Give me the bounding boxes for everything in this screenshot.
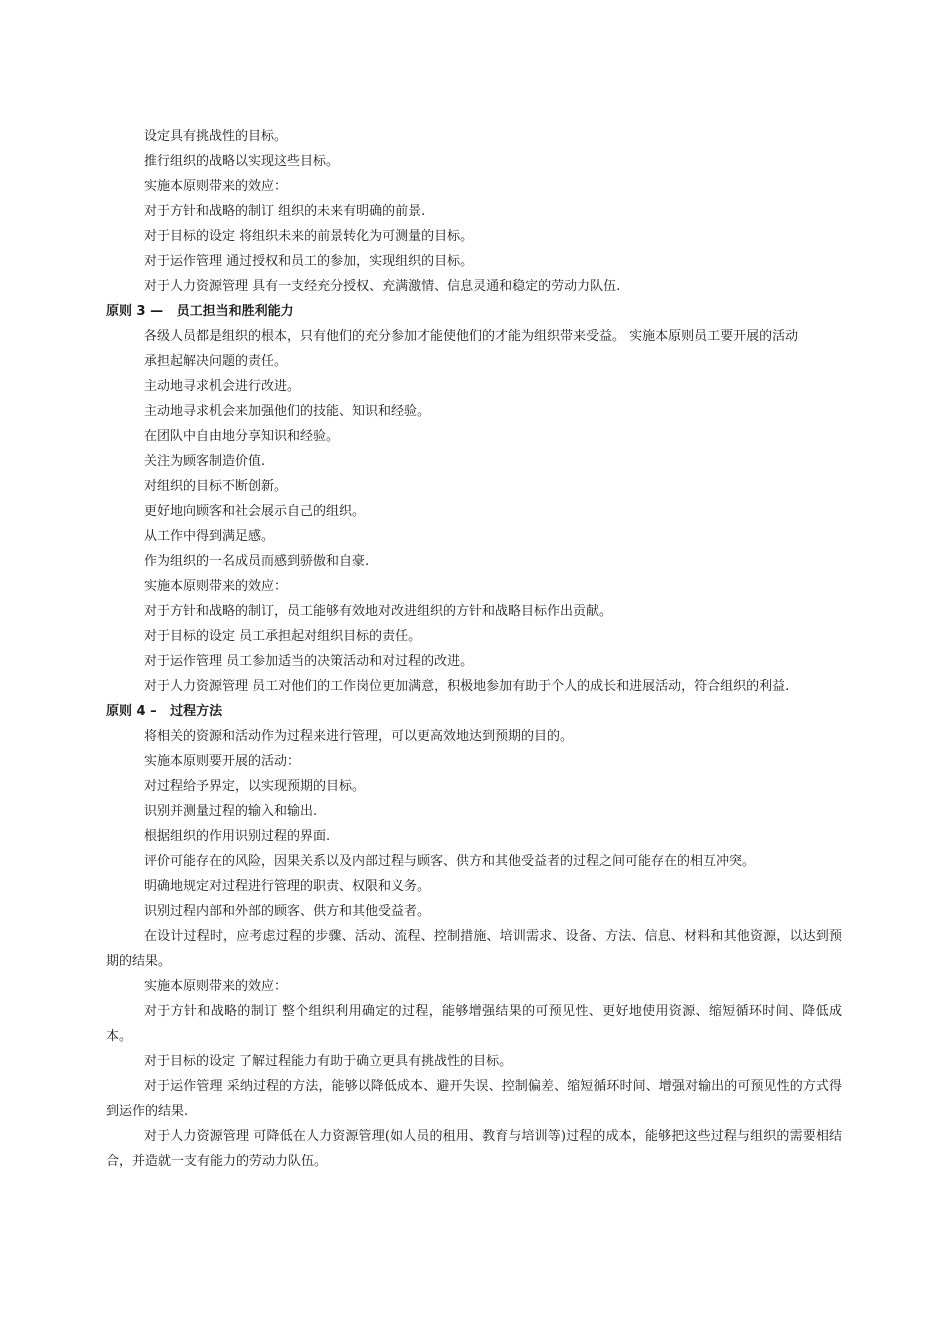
paragraph: 实施本原则要开展的活动： bbox=[144, 754, 301, 769]
section-heading-principle-4: 原则 4 – 过程方法 bbox=[106, 704, 223, 719]
paragraph: 对过程给予界定，以实现预期的目标。 bbox=[144, 779, 366, 794]
paragraph: 关注为顾客制造价值. bbox=[144, 454, 266, 469]
paragraph: 对于人力资源管理 员工对他们的工作岗位更加满意，积极地参加有助于个人的成长和进展活动，符合组织的利益. bbox=[144, 679, 790, 694]
document-page bbox=[106, 124, 842, 1174]
paragraph: 对于运作管理 通过授权和员工的参加，实现组织的目标。 bbox=[144, 254, 474, 269]
paragraph: 推行组织的战略以实现这些目标。 bbox=[144, 154, 340, 169]
paragraph: 识别过程内部和外部的顾客、供方和其他受益者。 bbox=[144, 904, 431, 919]
paragraph: 实施本原则带来的效应： bbox=[144, 979, 288, 994]
paragraph: 对于运作管理 员工参加适当的决策活动和对过程的改进。 bbox=[144, 654, 474, 669]
paragraph: 将相关的资源和活动作为过程来进行管理，可以更高效地达到预期的目的。 bbox=[144, 729, 574, 744]
paragraph: 主动地寻求机会进行改进。 bbox=[144, 379, 301, 394]
paragraph: 对于方针和战略的制订 组织的未来有明确的前景. bbox=[144, 204, 426, 219]
section-heading-principle-3: 原则 3 — 员工担当和胜利能力 bbox=[106, 304, 294, 319]
paragraph: 承担起解决问题的责任。 bbox=[144, 354, 288, 369]
paragraph: 设定具有挑战性的目标。 bbox=[144, 129, 288, 144]
paragraph: 主动地寻求机会来加强他们的技能、知识和经验。 bbox=[144, 404, 431, 419]
paragraph: 在团队中自由地分享知识和经验。 bbox=[144, 429, 340, 444]
paragraph: 识别并测量过程的输入和输出. bbox=[144, 804, 318, 819]
paragraph: 在设计过程时，应考虑过程的步骤、活动、流程、控制措施、培训需求、设备、方法、信息、材料和其他资源，以达到预期的结果。 bbox=[106, 929, 842, 969]
paragraph: 作为组织的一名成员而感到骄傲和自豪. bbox=[144, 554, 370, 569]
paragraph: 对于方针和战略的制订 整个组织利用确定的过程，能够增强结果的可预见性、更好地使用资源、缩短循环时间、降低成本。 bbox=[106, 1004, 842, 1044]
paragraph: 对于目标的设定 将组织未来的前景转化为可测量的目标。 bbox=[144, 229, 474, 244]
paragraph: 从工作中得到满足感。 bbox=[144, 529, 275, 544]
paragraph: 对组织的目标不断创新。 bbox=[144, 479, 288, 494]
paragraph: 实施本原则带来的效应： bbox=[144, 179, 288, 194]
paragraph: 对于目标的设定 员工承担起对组织目标的责任。 bbox=[144, 629, 422, 644]
paragraph: 对于方针和战略的制订，员工能够有效地对改进组织的方针和战略目标作出贡献。 bbox=[144, 604, 613, 619]
paragraph: 对于运作管理 采纳过程的方法，能够以降低成本、避开失误、控制偏差、缩短循环时间、增强对输出的可预见性的方式得到运作的结果. bbox=[106, 1079, 842, 1119]
paragraph: 各级人员都是组织的根本，只有他们的充分参加才能使他们的才能为组织带来受益。 实施本原则员工要开展的活动 bbox=[144, 329, 799, 344]
paragraph: 实施本原则带来的效应： bbox=[144, 579, 288, 594]
paragraph: 对于目标的设定 了解过程能力有助于确立更具有挑战性的目标。 bbox=[144, 1054, 513, 1069]
paragraph: 对于人力资源管理 具有一支经充分授权、充满激情、信息灵通和稳定的劳动力队伍. bbox=[144, 279, 621, 294]
paragraph: 对于人力资源管理 可降低在人力资源管理(如人员的租用、教育与培训等)过程的成本，能够把这些过程与组织的需要相结合，并造就一支有能力的劳动力队伍。 bbox=[106, 1129, 842, 1169]
paragraph: 评价可能存在的风险，因果关系以及内部过程与顾客、供方和其他受益者的过程之间可能存在的相互冲突。 bbox=[144, 854, 756, 869]
paragraph: 根据组织的作用识别过程的界面. bbox=[144, 829, 331, 844]
paragraph: 更好地向顾客和社会展示自己的组织。 bbox=[144, 504, 366, 519]
paragraph: 明确地规定对过程进行管理的职责、权限和义务。 bbox=[144, 879, 431, 894]
